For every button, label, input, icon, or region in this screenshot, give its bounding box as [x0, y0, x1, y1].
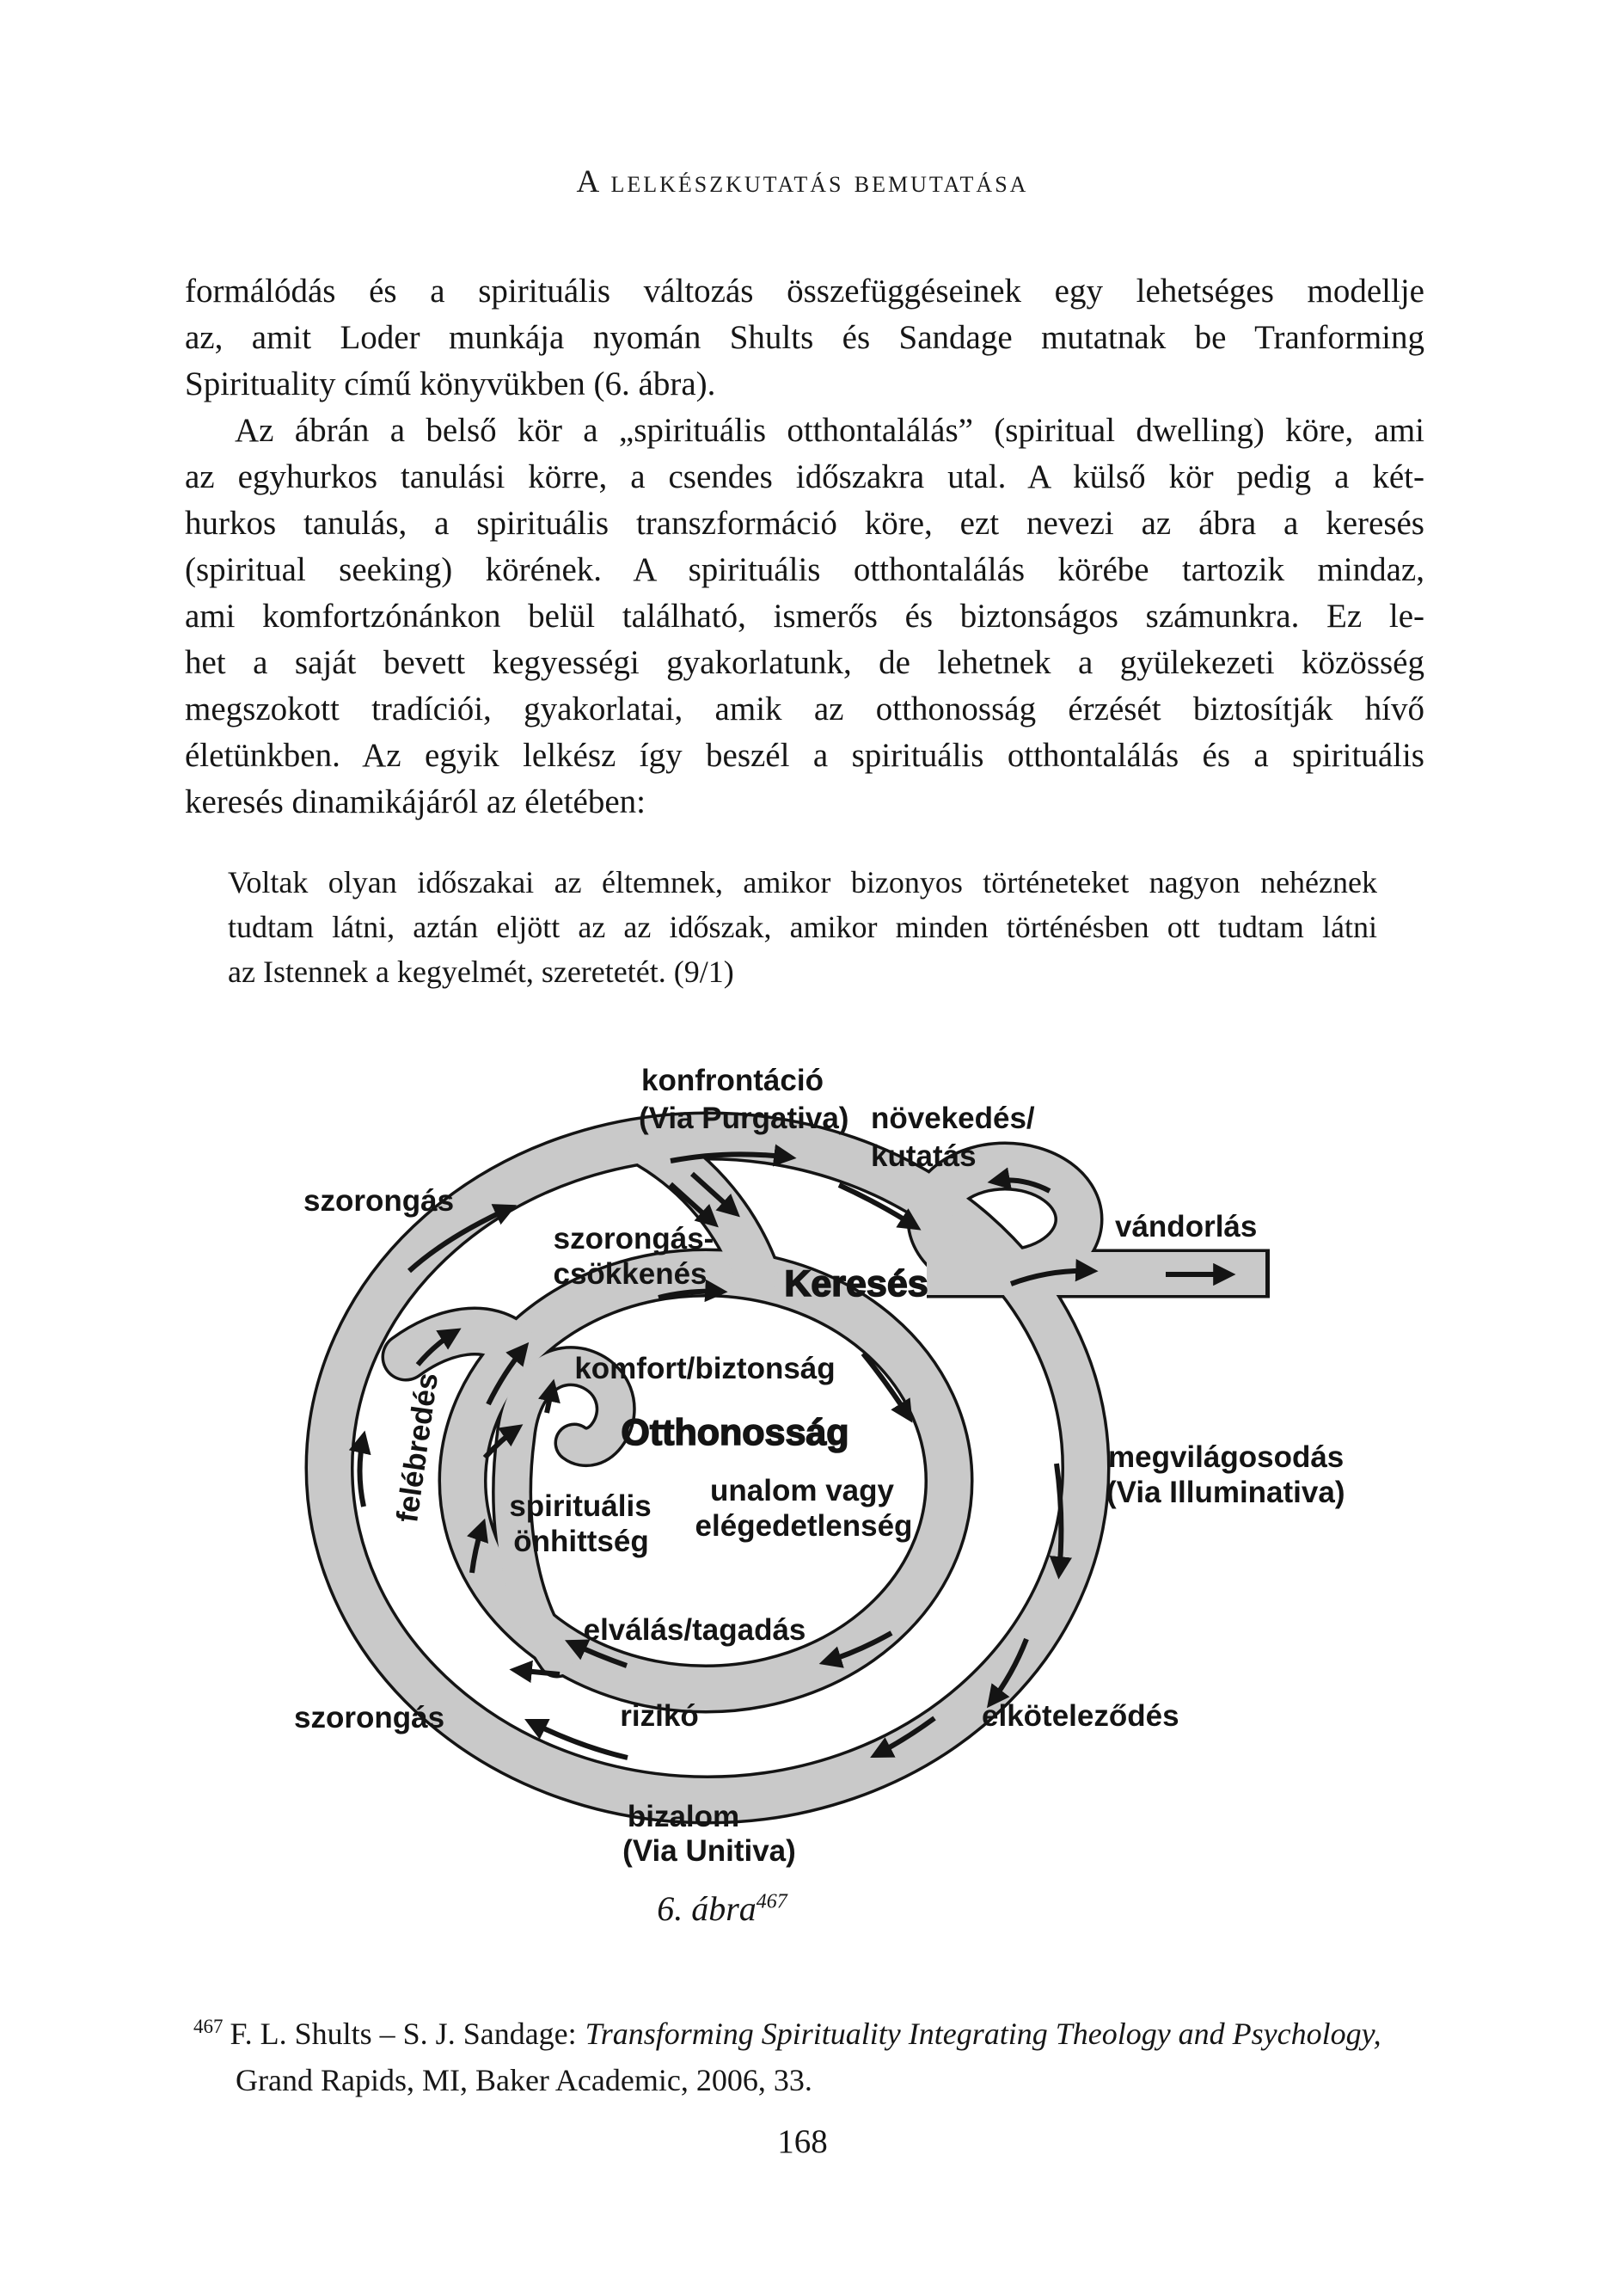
body-line: megszokott tradíciói, gyakorlatai, amik az otthonosság érzését biztosítják hívő — [185, 691, 1424, 727]
figure-label-szorongascsokkenes-2: csökkenés — [553, 1257, 708, 1291]
figure-label-otthonossag: Otthonosság — [621, 1412, 849, 1453]
figure-caption — [155, 1888, 1290, 1929]
figure-label-komfort: komfort/biztonság — [574, 1352, 836, 1385]
body-line: az egyhurkos tanulási körre, a csendes időszakra utal. A külső kör pedig a két- — [185, 458, 1424, 495]
footnote-line: Grand Rapids, MI, Baker Academic, 2006, 33. — [236, 2063, 812, 2097]
footnote-authors: F. L. Shults – S. J. Sandage: — [230, 2017, 577, 2051]
body-text — [185, 268, 1424, 826]
body-line: keresés dinamikájáról az életében: — [185, 783, 646, 820]
body-line: az, amit Loder munkája nyomán Shults és Sandage mutatnak be Tranforming — [185, 319, 1424, 356]
page-header: A lelkészkutatás bemutatása — [576, 164, 1029, 200]
figure-6-diagram — [155, 1015, 1461, 1883]
footnote-ref: 467 — [193, 2016, 224, 2037]
figure-label-megvilagosodas-2: (Via Illuminativa) — [1106, 1476, 1345, 1509]
figure-label-elvalas: elválás/tagadás — [583, 1613, 806, 1647]
body-line: ami komfortzónánkon belül található, ismerős és biztonságos számunkra. Ez le- — [185, 598, 1424, 635]
figure-label-megvilagosodas-1: megvilágosodás — [1108, 1440, 1345, 1474]
body-line: Az ábrán a belső kör a „spirituális otthontalálás” (spiritual dwelling) köre, ami — [235, 412, 1424, 449]
body-line: formálódás és a spirituális változás összefüggéseinek egy lehetséges modellje — [185, 273, 1424, 310]
figure-label-bizalom: bizalom — [627, 1800, 740, 1833]
footnote-line — [193, 2011, 1482, 2057]
quote-line: tudtam látni, aztán eljött az az időszak, amikor minden történésben ott tudtam látni — [228, 910, 1377, 944]
figure-6 — [155, 1015, 1461, 1883]
figure-label-szorongas-bottom: szorongás — [294, 1701, 445, 1734]
figure-label-spiritualis-1: spirituális — [509, 1489, 652, 1523]
arrow — [360, 1436, 364, 1507]
page-number: 168 — [777, 2123, 828, 2160]
figure-label-via-unitiva: (Via Unitiva) — [622, 1834, 796, 1868]
figure-label-spiritualis-2: önhittség — [513, 1525, 649, 1558]
figure-label-novekedes: növekedés/ — [871, 1102, 1035, 1135]
figure-label-szorongascsokkenes-1: szorongás- — [553, 1222, 714, 1255]
figure-label-konfrontacio: konfrontáció — [641, 1064, 824, 1097]
figure-label-via-purgativa: (Via Purgativa) — [639, 1102, 849, 1135]
figure-caption-footnote-ref: 467 — [756, 1890, 787, 1913]
footnote — [185, 2011, 1482, 2103]
figure-label-vandorlas: vándorlás — [1115, 1210, 1258, 1243]
footnote-title: Transforming Spirituality Integrating Theology and Psychology, — [585, 2017, 1381, 2051]
quote-line: Voltak olyan időszakai az éltemnek, amikor bizonyos történeteket nagyon nehéznek — [228, 865, 1377, 899]
figure-label-kutatas: kutatás — [871, 1139, 977, 1173]
figure-label-kereses: Keresés — [784, 1263, 928, 1305]
body-line: hurkos tanulás, a spirituális transzformáció köre, ezt nevezi az ábra a keresés — [185, 505, 1424, 542]
body-line: Spirituality című könyvükben (6. ábra). — [185, 365, 716, 402]
figure-label-unalom-2: elégedetlenség — [695, 1509, 913, 1543]
left-connector — [406, 1331, 516, 1357]
figure-caption-text: 6. ábra — [657, 1889, 757, 1928]
figure-label-unalom-1: unalom vagy — [710, 1474, 894, 1507]
figure-label-szorongas-top: szorongás — [303, 1184, 455, 1218]
figure-label-elkotelezodes: elköteleződés — [982, 1699, 1179, 1733]
figure-label-felebredes: felébredés — [390, 1370, 445, 1525]
body-line: het a saját bevett kegyességi gyakorlatunk, de lehetnek a gyülekezeti közösség — [185, 644, 1424, 681]
figure-label-riziko: rizikó — [620, 1699, 699, 1733]
block-quote — [228, 860, 1377, 994]
body-line: életünkben. Az egyik lelkész így beszél a spirituális otthontalálás és a spirituális — [185, 737, 1424, 774]
quote-line: az Istennek a kegyelmét, szeretetét. (9/1) — [228, 955, 734, 989]
body-line: (spiritual seeking) körének. A spirituális otthontalálás körébe tartozik mindaz, — [185, 551, 1424, 588]
